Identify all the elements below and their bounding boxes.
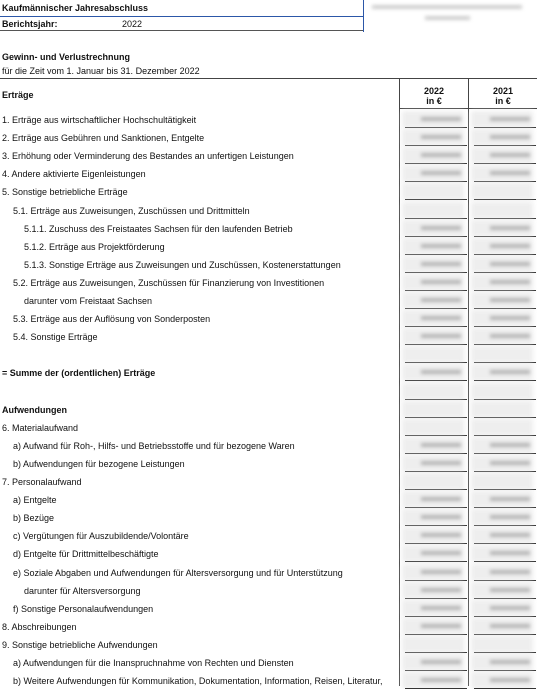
redacted-value [421,226,461,230]
cell-underline [405,598,467,599]
redacted-value [421,280,461,284]
redacted-value [421,533,461,537]
value-cell [471,419,533,436]
redacted-value [421,135,461,139]
cell-underline [405,326,467,327]
row-label: 3. Erhöhung oder Verminderung des Bestandes an unfertigen Leistungen [2,151,294,162]
row-label: 5. Sonstige betriebliche Erträge [2,187,128,198]
redacted-value [421,153,461,157]
redacted-value [490,461,530,465]
redacted-value [490,244,530,248]
redacted-value [490,660,530,664]
statement-subtitle: für die Zeit vom 1. Januar bis 31. Dezember 2022 [2,66,200,76]
redacted-value [421,461,461,465]
cell-underline [474,199,536,200]
row-label: Aufwendungen [2,404,67,415]
cell-underline [405,489,467,490]
column-unit: in € [495,96,511,106]
value-cell [471,636,533,653]
redacted-value [490,515,530,519]
cell-underline [474,290,536,291]
cell-underline [405,435,467,436]
cell-underline [405,543,467,544]
cell-underline [405,380,467,381]
cell-underline [474,380,536,381]
cell-underline [405,145,467,146]
redacted-value [421,443,461,447]
redacted-value [490,570,530,574]
row-label: 1. Erträge aus wirtschaftlicher Hochschultätigkeit [2,115,197,125]
value-cell [471,401,533,418]
redacted-value [490,262,530,266]
redacted-value [490,280,530,284]
cell-underline [405,507,467,508]
report-title: Kaufmännischer Jahresabschluss [2,3,149,13]
row-label: darunter vom Freistaat Sachsen [24,296,153,306]
cell-underline [405,127,467,128]
redacted-value [490,551,530,555]
cell-underline [474,507,536,508]
redacted-value [421,316,461,320]
column-divider-2 [468,78,469,686]
cell-underline [405,199,467,200]
redacted-value [421,570,461,574]
row-label: b) Aufwendungen für bezogene Leistungen [13,458,185,469]
redacted-value [421,515,461,519]
cell-underline [474,362,536,363]
cell-underline [474,308,536,309]
redacted-value [490,678,530,682]
redacted-value [421,262,461,266]
cell-underline [474,127,536,128]
redacted-value [490,171,530,175]
redacted-value [421,678,461,682]
column-divider-1 [399,78,400,686]
row-label: 5.2. Erträge aus Zuweisungen, Zuschüssen für Finanzierung von Investitionen [13,277,325,288]
cell-underline [474,163,536,164]
cell-underline [474,652,536,653]
value-cell [471,183,533,200]
cell-underline [474,417,536,418]
row-label: 5.4. Sonstige Erträge [13,332,98,343]
row-label: e) Soziale Abgaben und Aufwendungen für Altersversorgung und für Unterstützung [13,567,343,578]
cell-underline [474,471,536,472]
row-label: b) Weitere Aufwendungen für Kommunikation, Dokumentation, Information, Reisen, Literatur, [13,676,383,687]
redacted-value [490,334,530,338]
redacted-value [421,588,461,592]
redacted-value [490,316,530,320]
value-cell [471,383,533,400]
redacted-value [490,588,530,592]
cell-underline [405,634,467,635]
value-cell [402,346,464,363]
cell-underline [474,181,536,182]
row-label: darunter für Altersversorgung [24,585,141,596]
row-label: 7. Personalaufwand [2,477,82,487]
row-label: 6. Materialaufwand [2,422,79,433]
redacted-value [490,624,530,628]
redacted-value [421,606,461,610]
row-label: 8. Abschreibungen [2,621,77,632]
cell-underline [405,471,467,472]
cell-underline [474,453,536,454]
cell-underline [474,218,536,219]
year-label: Berichtsjahr: [2,19,58,29]
redacted-value [490,117,530,121]
cell-underline [474,326,536,327]
redacted-value [421,171,461,175]
redacted-value [421,244,461,248]
cell-underline [405,308,467,309]
cell-underline [405,362,467,363]
row-label: c) Vergütungen für Auszubildende/Volontäre [13,531,189,542]
cell-underline [474,543,536,544]
revenue-header: Erträge [2,90,34,100]
row-label: 5.3. Erträge aus der Auflösung von Sonderposten [13,314,211,325]
row-label: a) Aufwand für Roh-, Hilfs- und Betriebsstoffe und für bezogene Waren [13,440,295,451]
cell-underline [405,344,467,345]
cell-underline [405,163,467,164]
cell-underline [474,236,536,237]
cell-underline [405,254,467,255]
redacted-value [490,370,530,374]
cell-underline [474,670,536,671]
column-header-2022 [402,86,466,106]
year-value: 2022 [122,19,143,29]
value-cell [402,401,464,418]
value-cell [402,419,464,436]
cell-underline [405,399,467,400]
cell-underline [474,525,536,526]
cell-underline [405,525,467,526]
cell-underline [474,634,536,635]
value-cell [471,202,533,219]
header-vertical-divider [363,0,364,32]
redacted-value [421,624,461,628]
redacted-value [490,497,530,501]
cell-underline [474,272,536,273]
redacted-institution [370,3,530,25]
redacted-value [490,153,530,157]
redacted-value [421,370,461,374]
row-label: b) Bezüge [13,513,55,524]
row-label: a) Entgelte [13,495,57,506]
header-divider [0,16,363,17]
cell-underline [405,218,467,219]
cell-underline [474,254,536,255]
redacted-value [490,606,530,610]
redacted-value [490,443,530,447]
redacted-value [421,334,461,338]
statement-title: Gewinn- und Verlustrechnung [2,52,131,62]
header-bottom-rule [0,30,363,31]
column-unit: in € [426,96,442,106]
row-label: 5.1.2. Erträge aus Projektförderung [24,241,165,252]
value-cell [402,183,464,200]
value-cell [402,202,464,219]
value-cell [402,383,464,400]
cell-underline [405,290,467,291]
redacted-value [490,135,530,139]
column-header-2021 [471,86,535,106]
cell-underline [405,561,467,562]
cell-underline [405,417,467,418]
row-label: d) Entgelte für Drittmittelbeschäftigte [13,549,159,560]
value-cell [402,636,464,653]
cell-underline [405,453,467,454]
row-label: 4. Andere aktivierte Eigenleistungen [2,169,146,180]
value-cell [471,346,533,363]
redacted-value [421,117,461,121]
cell-underline [474,561,536,562]
cell-underline [474,344,536,345]
redacted-value [490,533,530,537]
row-label: 9. Sonstige betriebliche Aufwendungen [2,639,158,650]
row-label: a) Aufwendungen für die Inanspruchnahme von Rechten und Diensten [13,658,294,668]
cell-underline [474,435,536,436]
cell-underline [405,580,467,581]
value-cell [402,473,464,490]
column-year: 2021 [492,86,514,96]
cell-underline [405,670,467,671]
row-label: = Summe der (ordentlichen) Erträge [2,368,156,379]
value-cell [471,473,533,490]
cell-underline [405,236,467,237]
cell-underline [405,181,467,182]
cell-underline [405,272,467,273]
redacted-value [490,226,530,230]
row-label: 5.1.1. Zuschuss des Freistaates Sachsen für den laufenden Betrieb [24,223,293,234]
cell-underline [474,145,536,146]
redacted-value [421,660,461,664]
redacted-value [421,551,461,555]
cell-underline [474,616,536,617]
redacted-value [421,298,461,302]
cell-underline [474,399,536,400]
table-top-border [0,78,537,79]
row-label: f) Sonstige Personalaufwendungen [13,603,154,614]
redacted-value [490,298,530,302]
column-year: 2022 [423,86,445,96]
row-label: 5.1.3. Sonstige Erträge aus Zuweisungen und Zuschüssen, Kostenerstattungen [24,259,341,270]
cell-underline [474,598,536,599]
column-header-rule [399,108,537,109]
cell-underline [405,652,467,653]
row-label: 2. Erträge aus Gebühren und Sanktionen, Entgelte [2,133,205,144]
cell-underline [405,616,467,617]
row-label: 5.1. Erträge aus Zuweisungen, Zuschüssen und Drittmitteln [13,205,250,216]
cell-underline [474,489,536,490]
redacted-value [421,497,461,501]
cell-underline [474,580,536,581]
